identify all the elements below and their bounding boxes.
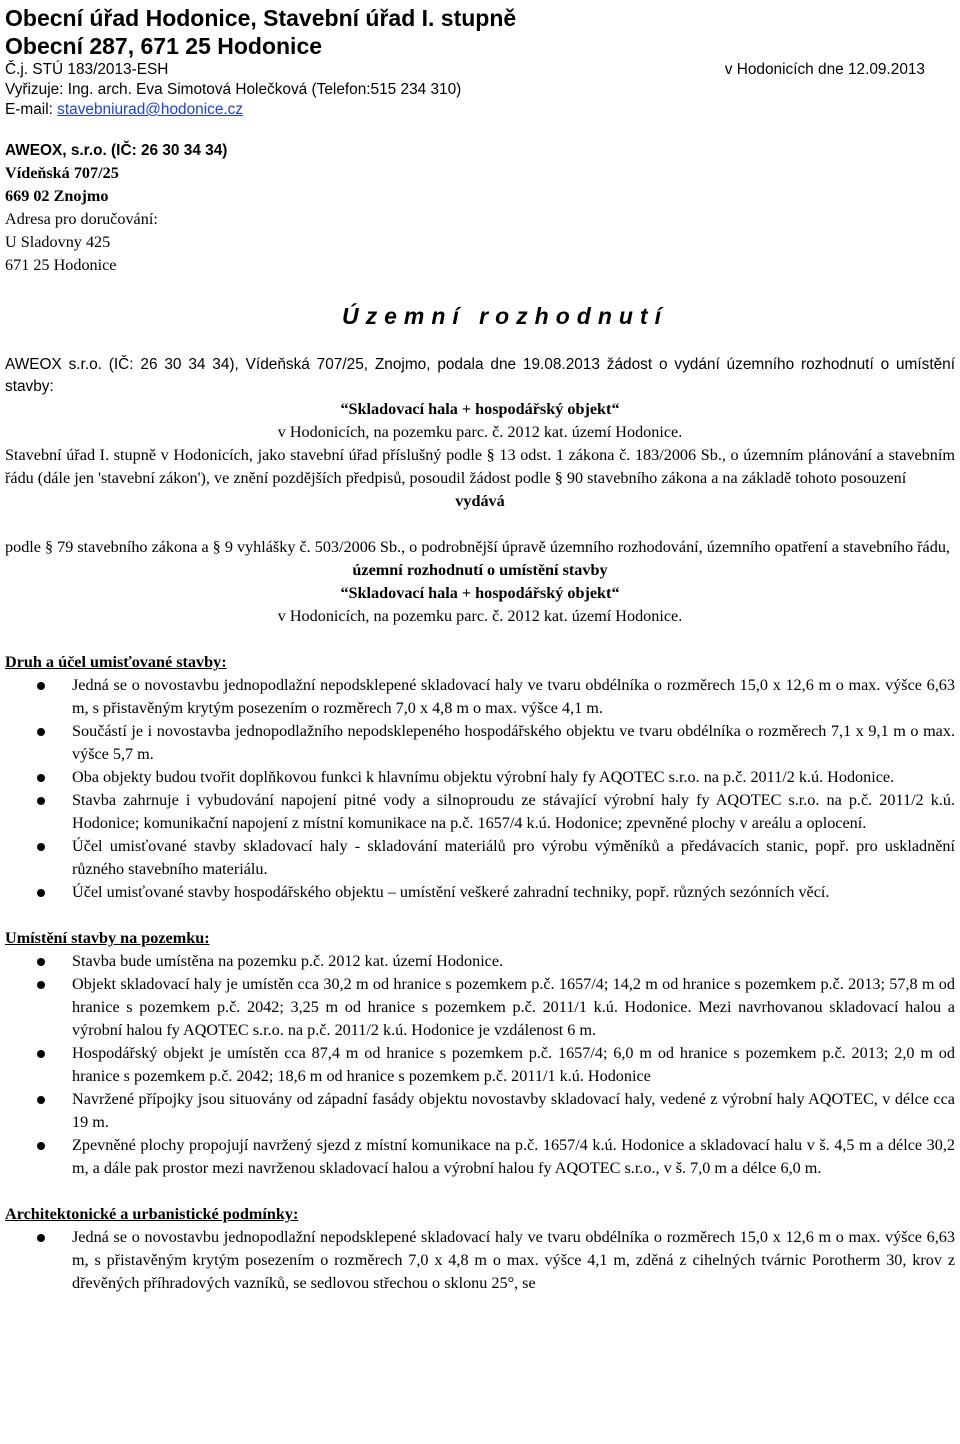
delivery-label: Adresa pro doručování: — [5, 210, 158, 228]
list-item: Jedná se o novostavbu jednopodlažní nepodsklepené skladovací haly ve tvaru obdélníka o rozměrech 15,0 x 12,6 m o max. výšce 6,63 m, s přistavěným krytým posezením o rozměrech 7,0 x 4,8 m o max. výšce 4,1 m. — [5, 674, 955, 720]
list-item: Součástí je i novostavba jednopodlažního nepodsklepeného hospodářského objektu ve tvaru obdélníka o rozměrech 7,1 x 9,1 m o max. výšce 5,7 m. — [5, 720, 955, 766]
list-item: Účel umisťované stavby skladovací haly - skladování materiálů pro výrobu výměníků a předávacích stanic, popř. pro uskladnění různého stavebního materiálu. — [5, 835, 955, 881]
section-heading: Umístění stavby na pozemku: — [5, 929, 210, 947]
delivery-street: U Sladovny 425 — [5, 233, 111, 251]
section-list — [5, 950, 955, 1180]
list-item: Navržené přípojky jsou situovány od západní fasády objektu novostavby skladovací haly, vedené z výrobní haly AQOTEC, v délce cca 19 m. — [5, 1088, 955, 1134]
issue-date: v Hodonicích dne 12.09.2013 — [724, 61, 925, 78]
list-item: Účel umisťované stavby hospodářského objektu – umístění veškeré zahradní techniky, popř. různých sezónních věcí. — [5, 881, 955, 904]
list-item: Stavba zahrnuje i vybudování napojení pitné vody a silnoproudu ze stávající výrobní haly fy AQOTEC s.r.o. na p.č. 2011/2 k.ú. Hodonice; komunikační napojení z místní komunikace na p.č. 1657/4 k.ú. Hodonice; zpevněné plochy v areálu a oplocení. — [5, 789, 955, 835]
intro-paragraph: AWEOX s.r.o. (IČ: 26 30 34 34), Vídeňská 707/25, Znojmo, podala dne 19.08.2013 žádost o vydání územního rozhodnutí o umístění stavby: — [5, 356, 955, 395]
handler-line — [5, 80, 955, 100]
reference-number: Č.j. STÚ 183/2013-ESH — [5, 61, 169, 78]
handler-info: Vyřizuje: Ing. arch. Eva Simotová Holečková (Telefon:515 234 310) — [5, 81, 462, 98]
delivery-city: 671 25 Hodonice — [5, 256, 117, 274]
list-item: Objekt skladovací haly je umístěn cca 30,2 m od hranice s pozemkem p.č. 1657/4; 14,2 m od hranice s pozemkem p.č. 2013; 57,8 m od hranice s pozemkem p.č. 2042; 3,25 m od hranice s pozemkem p.č. 2011/1 k.ú. Hodonice. Mezi navrhovanou skladovací halou a výrobní halou fy AQOTEC s.r.o. na p.č. 2011/2 k.ú. Hodonice je vzdálenost 6 m. — [5, 973, 955, 1042]
reference-line — [5, 60, 955, 80]
decision-title: územní rozhodnutí o umístění stavby — [352, 561, 608, 579]
section-list — [5, 1226, 955, 1295]
list-item: Hospodářský objekt je umístěn cca 87,4 m od hranice s pozemkem p.č. 1657/4; 6,0 m od hranice s pozemkem p.č. 2013; 2,0 m od hranice s pozemkem p.č. 2042; 18,6 m od hranice s pozemkem p.č. 2011/1 k.ú. Hodonice — [5, 1042, 955, 1088]
recipient-street: Vídeňská 707/25 — [5, 164, 119, 182]
document-page — [5, 0, 955, 1295]
project-name: “Skladovací hala + hospodářský objekt“ — [340, 400, 620, 418]
email-link[interactable]: stavebniurad@hodonice.cz — [57, 101, 244, 118]
office-address: Obecní 287, 671 25 Hodonice — [5, 33, 323, 59]
issues-word: vydává — [455, 492, 505, 510]
email-label: E-mail: — [5, 101, 58, 118]
decision-project: “Skladovací hala + hospodářský objekt“ — [340, 584, 620, 602]
authority-paragraph: Stavební úřad I. stupně v Hodonicích, jako stavební úřad příslušný podle § 13 odst. 1 zákona č. 183/2006 Sb., o územním plánování a stavebním řádu (dále jen 'stavební zákon'), ve znění pozdějších předpisů, posoudil žádost podle § 90 stavebního zákona a na základě tohoto posouzení — [5, 446, 955, 487]
list-item: Oba objekty budou tvořit doplňkovou funkci k hlavnímu objektu výrobní haly fy AQOTEC s.r.o. na p.č. 2011/2 k.ú. Hodonice. — [5, 766, 955, 789]
section-list — [5, 674, 955, 904]
recipient-name: AWEOX, s.r.o. (IČ: 26 30 34 34) — [5, 142, 228, 159]
list-item: Zpevněné plochy propojují navržený sjezd z místní komunikace na p.č. 1657/4 k.ú. Hodonice a skladovací halu v š. 4,5 m a délce 30,2 m, a dále pak prostor mezi navrženou skladovací halou a výrobní halou fy AQOTEC s.r.o., v š. 7,0 m a délce 6,0 m. — [5, 1134, 955, 1180]
decision-location: v Hodonicích, na pozemku parc. č. 2012 kat. území Hodonice. — [277, 607, 683, 625]
list-item: Jedná se o novostavbu jednopodlažní nepodsklepené skladovací haly ve tvaru obdélníka o rozměrech 15,0 x 12,6 m o max. výšce 6,63 m, s přistavěným krytým posezením o rozměrech 7,0 x 4,8 m o max. výšce 4,1 m, zděná z cihelných tvárnic Porotherm 30, krov z dřevěných příhradových vazníků, se sedlovou střechou o sklonu 25°, se — [5, 1226, 955, 1295]
recipient-city: 669 02 Znojmo — [5, 187, 109, 205]
document-title: Územní rozhodnutí — [342, 303, 668, 329]
section-heading: Druh a účel umisťované stavby: — [5, 653, 227, 671]
project-location: v Hodonicích, na pozemku parc. č. 2012 kat. území Hodonice. — [277, 423, 683, 441]
email-line — [5, 100, 955, 120]
section-heading: Architektonické a urbanistické podmínky: — [5, 1205, 299, 1223]
list-item: Stavba bude umístěna na pozemku p.č. 2012 kat. území Hodonice. — [5, 950, 955, 973]
legal-basis: podle § 79 stavebního zákona a § 9 vyhlášky č. 503/2006 Sb., o podrobnější úpravě územního rozhodování, územního opatření a stavebního řádu, — [5, 538, 950, 556]
office-name: Obecní úřad Hodonice, Stavební úřad I. stupně — [5, 5, 517, 31]
